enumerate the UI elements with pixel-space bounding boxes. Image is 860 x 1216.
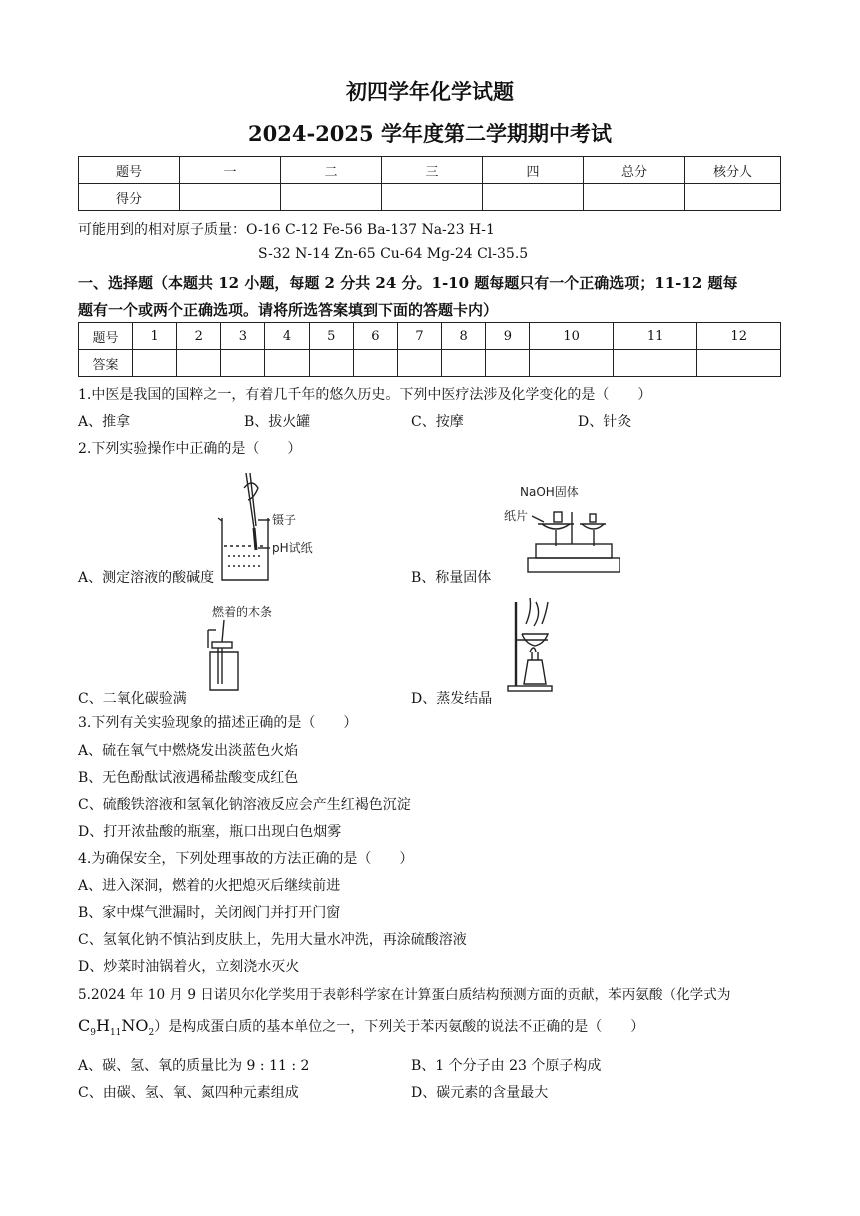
q5-option-c: C、由碳、氢、氧、氮四种元素组成 [78, 1085, 299, 1101]
answer-cell[interactable] [353, 350, 397, 377]
answer-number: 12 [697, 323, 781, 350]
score-header-cell: 总分 [584, 157, 685, 184]
score-cell[interactable] [281, 184, 382, 211]
answer-cell[interactable] [486, 350, 530, 377]
q4-option-b: B、家中煤气泄漏时，关闭阀门并打开门窗 [78, 905, 341, 921]
q1-option-c: C、按摩 [411, 414, 464, 430]
ph-test-figure-icon [208, 468, 328, 586]
score-cell[interactable] [584, 184, 685, 211]
section1-heading-line2: 题有一个或两个正确选项。请将所选答案填到下面的答题卡内） [78, 301, 499, 319]
formula-h-sub: 11 [109, 1028, 122, 1039]
evaporation-figure-icon [502, 594, 562, 694]
answer-cell[interactable] [265, 350, 309, 377]
q3-option-a: A、硫在氧气中燃烧发出淡蓝色火焰 [78, 743, 299, 759]
q5-option-a: A、碳、氢、氧的质量比为 9 : 11 : 2 [78, 1058, 310, 1074]
answer-number: 7 [397, 323, 441, 350]
atomic-masses-line1: 可能用到的相对原子质量：O-16 C-12 Fe-56 Ba-137 Na-23 H-1 [78, 222, 495, 238]
answer-number: 6 [353, 323, 397, 350]
answer-number: 2 [177, 323, 221, 350]
q4-option-c: C、氢氧化钠不慎沾到皮肤上，先用大量水冲洗，再涂硫酸溶液 [78, 932, 467, 948]
q5-option-d: D、碳元素的含量最大 [411, 1085, 549, 1101]
answer-number: 4 [265, 323, 309, 350]
answer-cell[interactable] [133, 350, 177, 377]
q4-option-a: A、进入深洞，燃着的火把熄灭后继续前进 [78, 878, 341, 894]
q2-stem: 2.下列实验操作中正确的是（ ） [78, 441, 302, 457]
formula-c-sub: 9 [90, 1028, 96, 1039]
answer-table-label: 题号 [79, 323, 133, 350]
score-row-label: 得分 [79, 184, 180, 211]
score-header-cell: 一 [180, 157, 281, 184]
q4-option-d: D、炒菜时油锅着火，立刻浇水灭火 [78, 959, 300, 975]
section1-heading-line1: 一、选择题（本题共 12 小题，每题 2 分共 24 分。1-10 题每题只有一个正确选项；11-12 题每 [78, 274, 738, 292]
formula-no: NO [121, 1016, 149, 1035]
q5-stem-line2: ）是构成蛋白质的基本单位之一，下列关于苯丙氨酸的说法不正确的是（ ） [154, 1019, 645, 1035]
answer-cell[interactable] [177, 350, 221, 377]
score-header-cell: 核分人 [685, 157, 781, 184]
fig-b-label-paper: 纸片 [504, 509, 529, 523]
q1-option-d: D、针灸 [578, 414, 632, 430]
q3-option-d: D、打开浓盐酸的瓶塞，瓶口出现白色烟雾 [78, 824, 342, 840]
q3-stem: 3.下列有关实验现象的描述正确的是（ ） [78, 715, 358, 731]
formula-o-sub: 2 [148, 1028, 155, 1039]
q3-option-c: C、硫酸铁溶液和氢氧化钠溶液反应会产生红褐色沉淀 [78, 797, 411, 813]
q5-stem-line2-row [78, 1016, 644, 1038]
q1-option-b: B、拔火罐 [244, 414, 311, 430]
answer-cell[interactable] [613, 350, 697, 377]
q5-option-b: B、1 个分子由 23 个原子构成 [411, 1058, 602, 1074]
answer-cell[interactable] [309, 350, 353, 377]
answer-table [78, 322, 781, 377]
q4-stem: 4.为确保安全，下列处理事故的方法正确的是（ ） [78, 851, 414, 867]
co2-check-figure-icon [194, 602, 286, 694]
formula-c: C [78, 1016, 91, 1035]
q1-option-a: A、推拿 [78, 414, 131, 430]
answer-number: 3 [221, 323, 265, 350]
answer-cell[interactable] [221, 350, 265, 377]
score-cell[interactable] [685, 184, 781, 211]
score-table [78, 156, 781, 211]
q1-stem: 1.中医是我国的国粹之一，有着几千年的悠久历史。下列中医疗法涉及化学变化的是（ ） [78, 387, 652, 403]
answer-cell[interactable] [397, 350, 441, 377]
answer-number: 5 [309, 323, 353, 350]
page-title: 初四学年化学试题 [346, 79, 514, 104]
score-cell[interactable] [382, 184, 483, 211]
fig-a-label-tweezers: 镊子 [272, 513, 297, 527]
answer-cell[interactable] [697, 350, 781, 377]
q2-option-a: A、测定溶液的酸碱度 [78, 570, 215, 586]
answer-number: 10 [530, 323, 614, 350]
atomic-masses-line2: S-32 N-14 Zn-65 Cu-64 Mg-24 Cl-35.5 [258, 246, 529, 262]
answer-cell[interactable] [530, 350, 614, 377]
score-cell[interactable] [483, 184, 584, 211]
answer-number: 11 [613, 323, 697, 350]
formula-h: H [95, 1016, 110, 1035]
score-header-cell: 题号 [79, 157, 180, 184]
fig-c-label-splint: 燃着的木条 [212, 605, 273, 619]
q5-formula [78, 1016, 155, 1039]
page-subtitle: 2024-2025 学年度第二学期期中考试 [248, 121, 612, 146]
score-header-cell: 四 [483, 157, 584, 184]
answer-cell[interactable] [442, 350, 486, 377]
q5-stem-line1: 5.2024 年 10 月 9 日诺贝尔化学奖用于表彰科学家在计算蛋白质结构预测方面的贡献，苯丙氨酸（化学式为 [78, 987, 731, 1003]
answer-table-label: 答案 [79, 350, 133, 377]
answer-number: 9 [486, 323, 530, 350]
q3-option-b: B、无色酚酞试液遇稀盐酸变成红色 [78, 770, 299, 786]
q2-option-b: B、称量固体 [411, 570, 492, 586]
score-header-cell: 三 [382, 157, 483, 184]
answer-number: 1 [133, 323, 177, 350]
balance-figure-icon [502, 482, 620, 586]
score-header-cell: 二 [281, 157, 382, 184]
fig-b-label-naoh: NaOH固体 [520, 485, 579, 499]
score-cell[interactable] [180, 184, 281, 211]
answer-number: 8 [442, 323, 486, 350]
fig-a-label-ph-paper: pH试纸 [272, 541, 313, 555]
q2-option-d: D、蒸发结晶 [411, 691, 493, 707]
q2-option-c: C、二氧化碳验满 [78, 691, 187, 707]
